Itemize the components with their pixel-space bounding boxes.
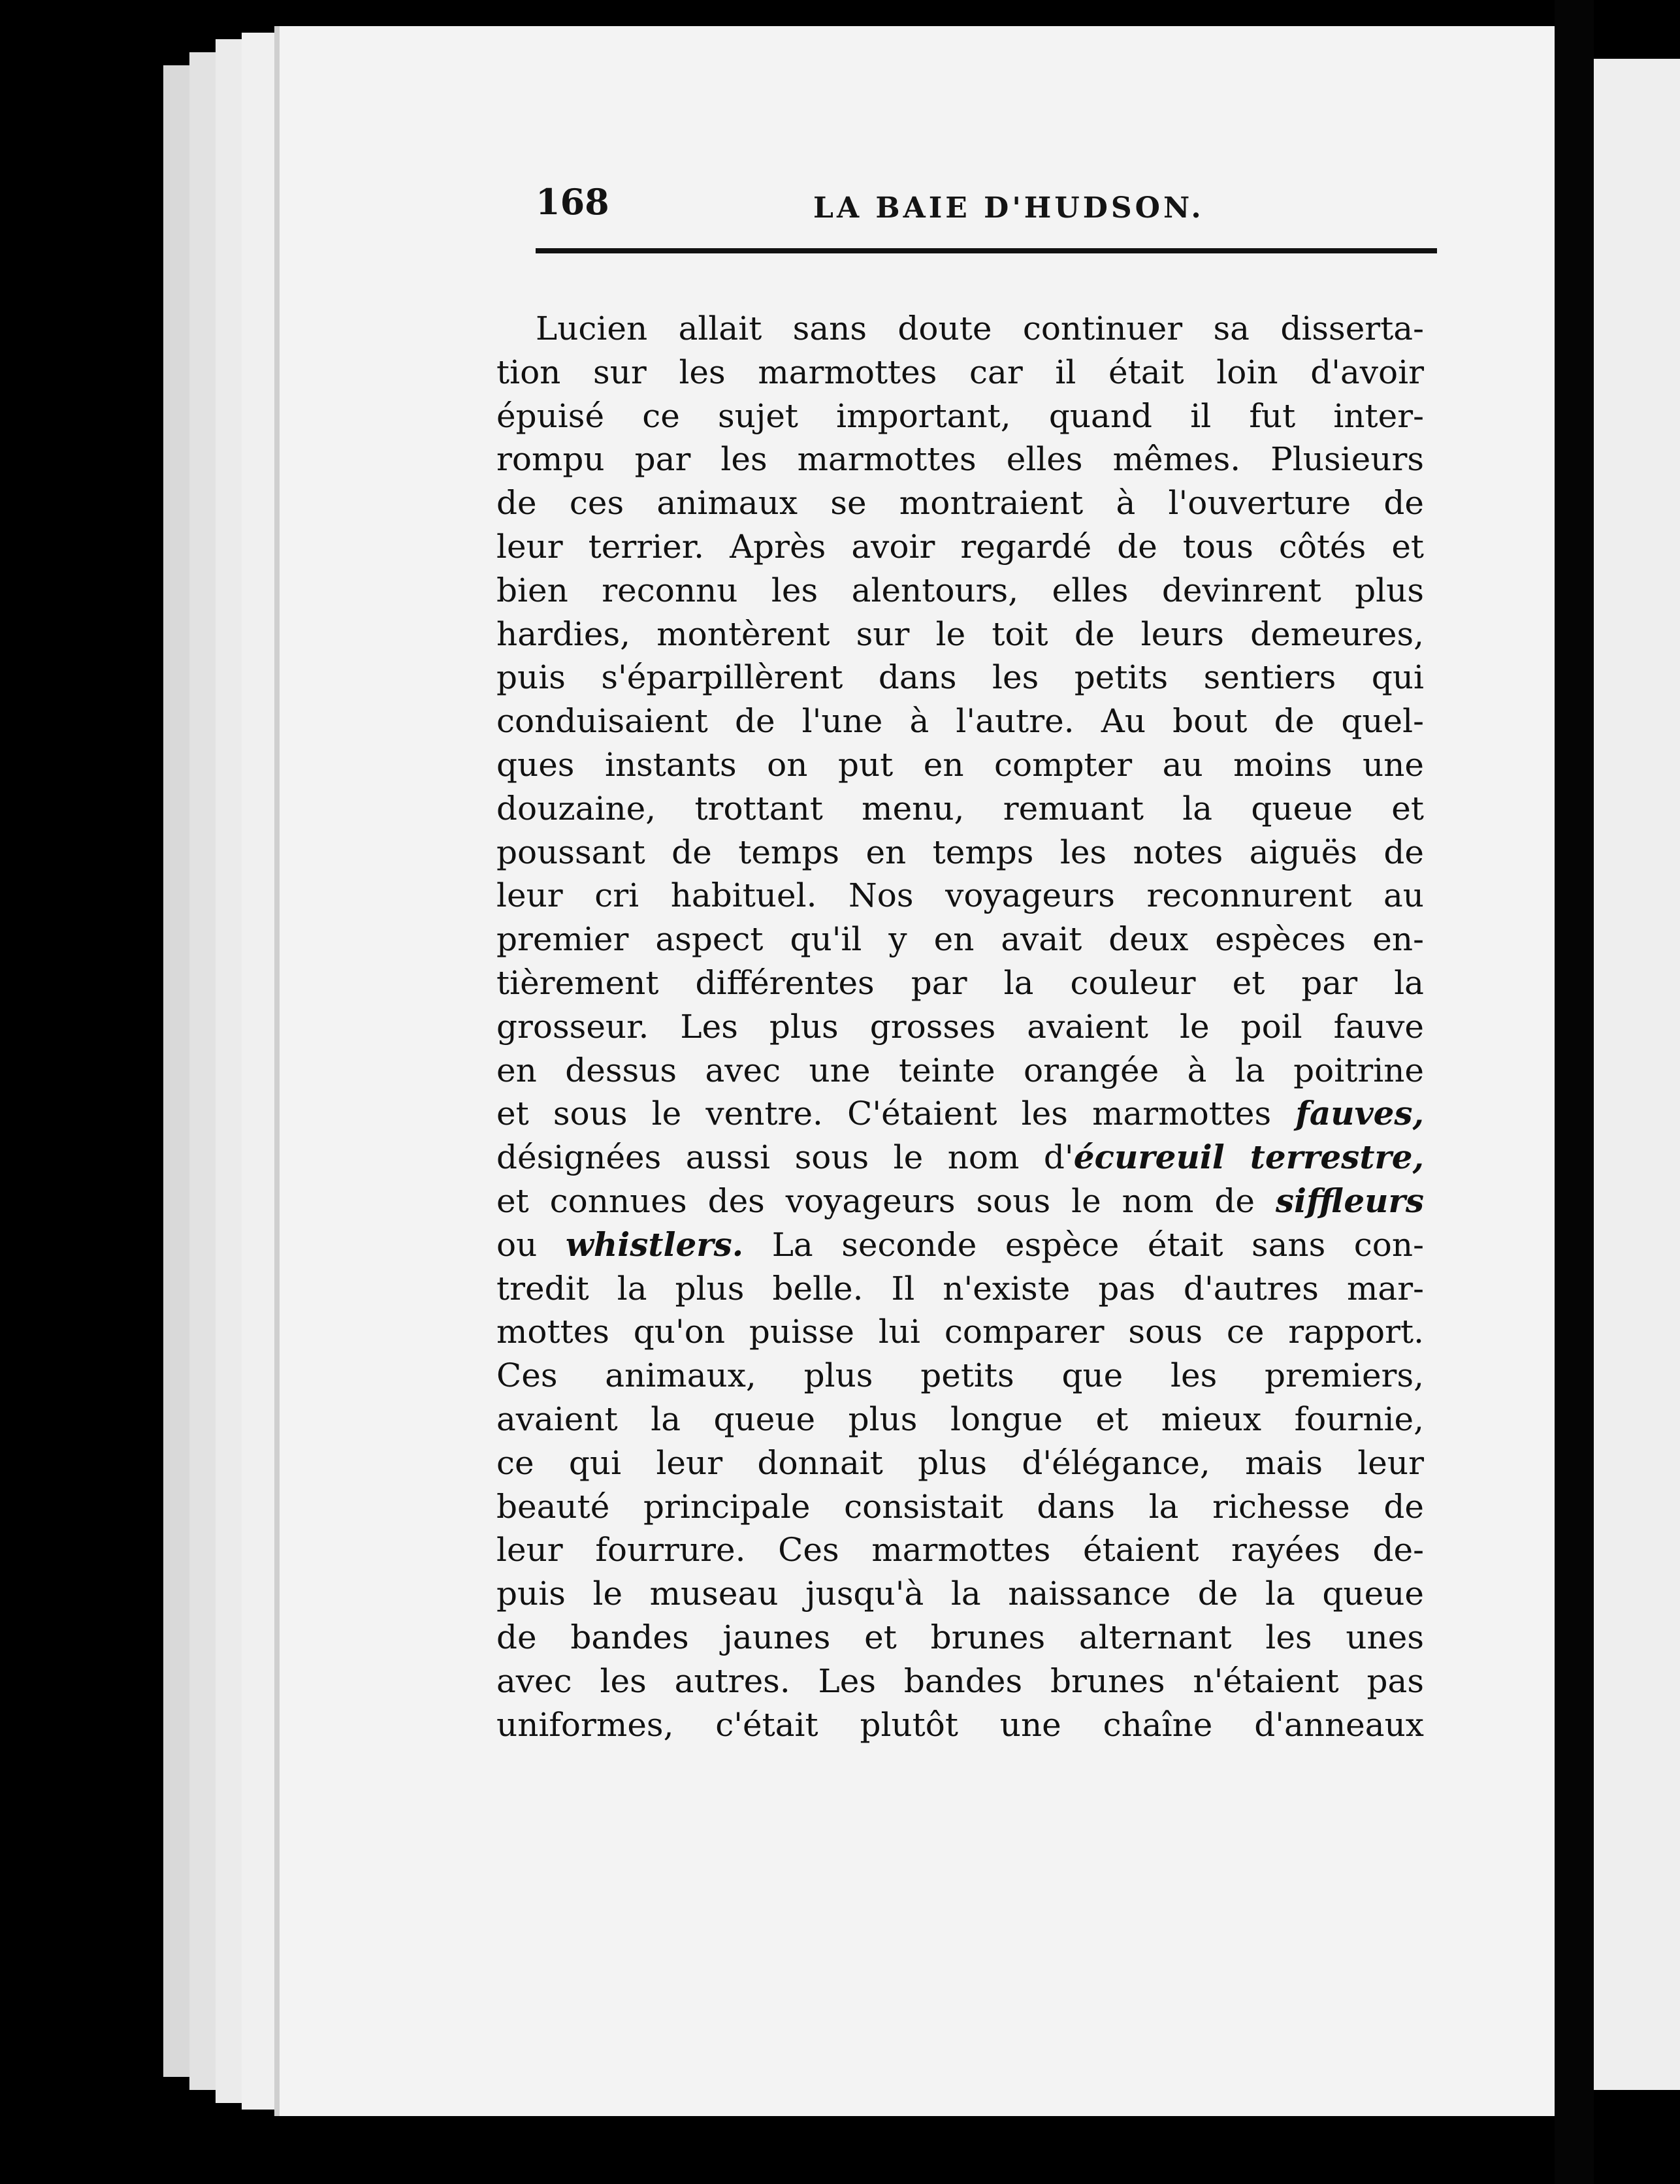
text-line: ques instants on put en compter au moins une [496,745,1424,784]
text-line: de ces animaux se montraient à l'ouverture de [496,484,1424,522]
text-run: La seconde espèce était sans con- [743,1225,1424,1264]
text-line: tredit la plus belle. Il n'existe pas d'autres mar- [496,1269,1424,1308]
text-line: uniformes, c'était plutôt une chaîne d'anneaux [496,1705,1424,1744]
text-line: puis le museau jusqu'à la naissance de la queue [496,1575,1424,1613]
text-line: Lucien allait sans doute continuer sa disserta- [536,310,1424,347]
text-line [496,1092,1424,1136]
text-line: rompu par les marmottes elles mêmes. Plusieurs [496,440,1424,479]
text-line: premier aspect qu'il y en avait deux espèces en- [496,920,1424,959]
text-line [496,1180,1424,1223]
text-line: conduisaient de l'une à l'autre. Au bout de quel- [496,702,1424,741]
text-line: avec les autres. Les bandes brunes n'étaient pas [496,1662,1424,1700]
text-line: leur terrier. Après avoir regardé de tous côtés et [496,527,1424,566]
text-line: hardies, montèrent sur le toit de leurs demeures, [496,615,1424,653]
text-line: grosseur. Les plus grosses avaient le poil fauve [496,1007,1424,1046]
header-rule [536,248,1437,253]
text-line: tion sur les marmottes car il était loin d'avoir [496,353,1424,391]
text-line [496,1223,1424,1267]
text-line: douzaine, trottant menu, remuant la queue et [496,789,1424,827]
text-line: ce qui leur donnait plus d'élégance, mais leur [496,1443,1424,1482]
text-line: puis s'éparpillèrent dans les petits sentiers qui [496,658,1424,697]
text-line: leur fourrure. Ces marmottes étaient rayées de- [496,1531,1424,1569]
text-line: bien reconnu les alentours, elles devinrent plus [496,571,1424,609]
text-line: leur cri habituel. Nos voyageurs reconnurent au [496,876,1424,915]
text-line: épuisé ce sujet important, quand il fut inter- [496,396,1424,435]
text-run: et sous le ventre. C'étaient les marmottes [496,1095,1296,1133]
book-gutter [1555,0,1594,2184]
italic-term: siffleurs [1275,1181,1424,1220]
text-line: de bandes jaunes et brunes alternant les unes [496,1618,1424,1656]
italic-term: whistlers. [565,1225,744,1264]
text-line: avaient la queue plus longue et mieux fournie, [496,1400,1424,1438]
page-header [536,173,1437,245]
italic-term: écureuil terrestre, [1073,1138,1424,1177]
text-run: ou [496,1225,566,1264]
text-line: Ces animaux, plus petits que les premiers, [496,1357,1424,1395]
text-line [496,1136,1424,1180]
text-line: en dessus avec une teinte orangée à la poitrine [496,1051,1424,1089]
text-run: et connues des voyageurs sous le nom de [496,1181,1276,1220]
text-line: mottes qu'on puisse lui comparer sous ce rapport. [496,1313,1424,1351]
running-title: LA BAIE D'HUDSON. [813,191,1204,225]
text-run: désignées aussi sous le nom d' [496,1138,1074,1177]
body-text [496,307,1424,1746]
text-line: beauté principale consistait dans la richesse de [496,1487,1424,1526]
text-line: poussant de temps en temps les notes aiguës de [496,833,1424,871]
facing-page-edge [1594,59,1680,2090]
text-line: tièrement différentes par la couleur et par la [496,963,1424,1002]
page-number: 168 [536,181,609,223]
italic-term: fauves, [1295,1094,1424,1133]
